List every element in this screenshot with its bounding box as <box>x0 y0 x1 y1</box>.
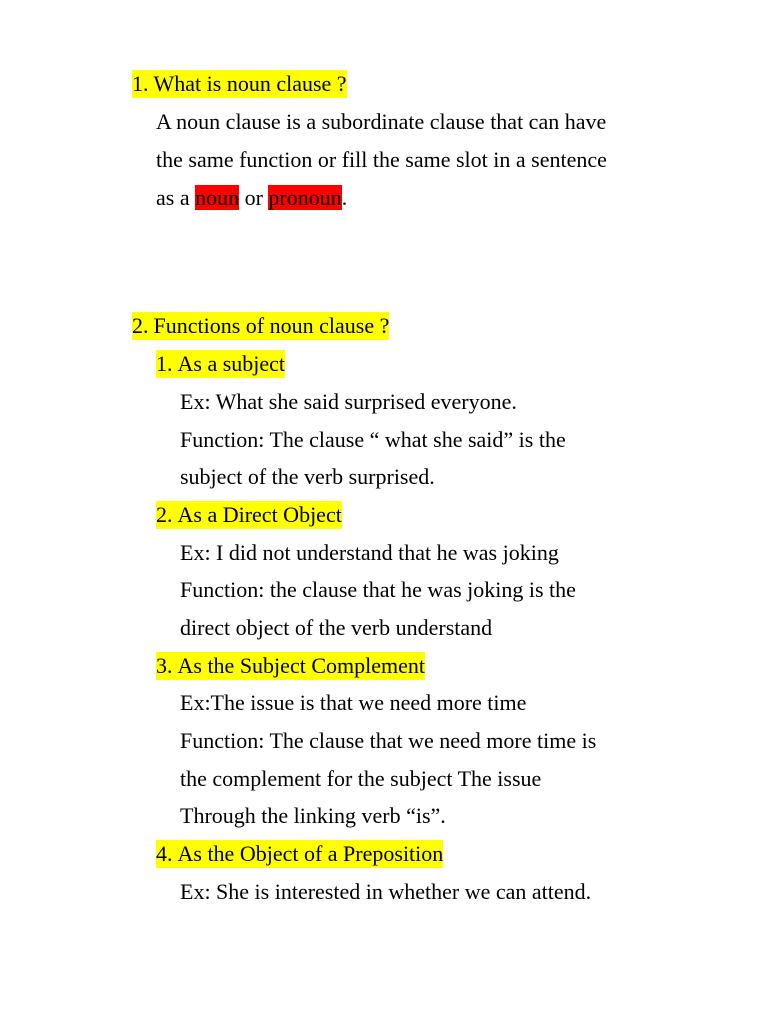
function-item-title: As a subject <box>177 351 286 376</box>
function-item-1-heading <box>156 350 285 378</box>
section-2-heading <box>132 312 389 340</box>
definition-line-2: the same function or fill the same slot in a sentence <box>156 147 607 172</box>
function-item-3-line: Ex:The issue is that we need more time <box>180 690 527 715</box>
definition-term-noun: noun <box>195 185 240 210</box>
function-item-2-line: Function: the clause that he was joking is the <box>180 577 576 602</box>
function-item-4-heading <box>156 840 443 868</box>
definition-line-1: A noun clause is a subordinate clause that can have <box>156 109 607 134</box>
section-2-title: Functions of noun clause ? <box>153 313 390 338</box>
function-item-title: As the Subject Complement <box>177 653 425 678</box>
function-item-number: 2. <box>156 502 173 527</box>
function-item-3-line: Function: The clause that we need more time is <box>180 728 597 753</box>
definition-term-pronoun: pronoun <box>268 185 342 210</box>
section-2-number: 2. <box>132 313 149 338</box>
function-item-number: 3. <box>156 653 173 678</box>
definition-line-3 <box>156 184 347 212</box>
function-item-1-line: subject of the verb surprised. <box>180 464 435 489</box>
section-1-title: What is noun clause ? <box>153 71 347 96</box>
function-item-number: 4. <box>156 841 173 866</box>
definition-end: . <box>341 185 348 210</box>
function-item-number: 1. <box>156 351 173 376</box>
function-item-3-line: the complement for the subject The issue <box>180 766 542 791</box>
function-item-2-line: direct object of the verb understand <box>180 615 493 640</box>
definition-prefix: as a <box>156 185 196 210</box>
section-1-number: 1. <box>132 71 149 96</box>
function-item-4-line: Ex: She is interested in whether we can attend. <box>180 879 592 904</box>
function-item-1-line: Ex: What she said surprised everyone. <box>180 389 517 414</box>
function-item-3-line: Through the linking verb “is”. <box>180 803 446 828</box>
definition-connector: or <box>239 185 269 210</box>
function-item-title: As the Object of a Preposition <box>177 841 444 866</box>
function-item-2-line: Ex: I did not understand that he was joking <box>180 540 559 565</box>
section-1-heading <box>132 70 347 98</box>
function-item-title: As a Direct Object <box>177 502 342 527</box>
function-item-1-line: Function: The clause “ what she said” is the <box>180 427 566 452</box>
function-item-3-heading <box>156 652 425 680</box>
function-item-2-heading <box>156 501 342 529</box>
